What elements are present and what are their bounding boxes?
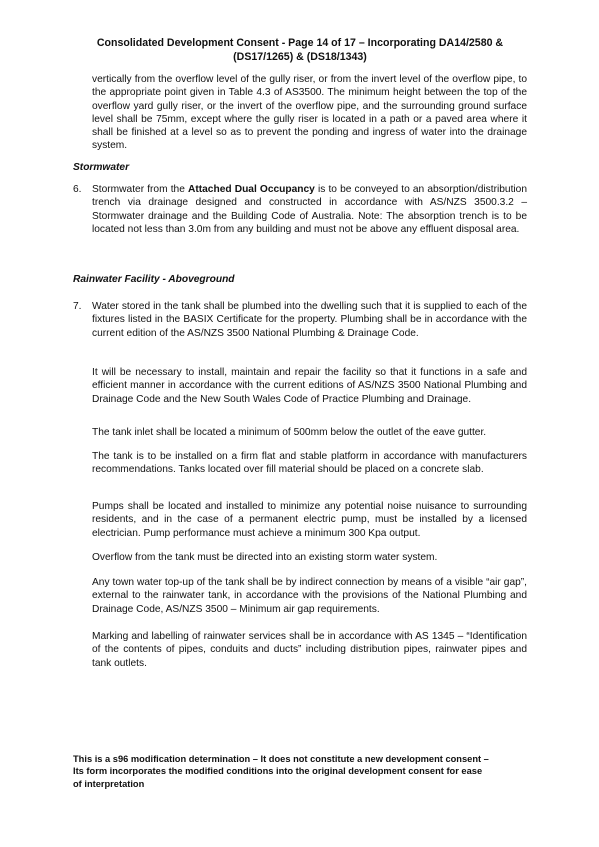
rainwater-paragraph: Overflow from the tank must be directed into an existing storm water system.	[92, 552, 438, 563]
condition-7	[73, 300, 527, 340]
condition-6-text	[92, 183, 527, 236]
footer-line-1: This is a s96 modification determination – It does not constitute a new development consent –	[73, 754, 489, 764]
footer-line-2: Its form incorporates the modified conditions into the original development consent for ease	[73, 766, 483, 777]
page-footer	[73, 753, 533, 790]
rainwater-heading: Rainwater Facility - Aboveground	[73, 274, 235, 285]
footer-line-3: of interpretation	[73, 778, 145, 789]
condition-number: 7.	[73, 301, 82, 312]
rainwater-paragraph: Marking and labelling of rainwater services shall be in accordance with AS 1345 – “Identification of the contents of pipes, conduits and ducts” including distribution pipes, rainwater pipes and tank outlets.	[92, 631, 527, 669]
rainwater-paragraph: Pumps shall be located and installed to minimize any potential noise nuisance to surrounding residents, and in the case of a permanent electric pump, must be installed by a licensed electrician. Pump performance must achieve a minimum 300 Kpa output.	[92, 501, 527, 539]
condition-6-text-start: Stormwater from the	[92, 184, 188, 195]
continuation-paragraph: vertically from the overflow level of the gully riser, or from the invert level of the overflow pipe, to the appropriate point given in Table 4.3 of AS3500. The minimum height between the top of the overflow yard gully riser, or the invert of the overflow pipe, and the surrounding ground surface level shall be 75mm, except where the gully riser is located in a path or a paved area where it shall be finished at a level so as to prevent the ponding and ingress of water into the drainage system.	[92, 74, 527, 152]
page-header	[70, 37, 530, 64]
header-line-1: Consolidated Development Consent - Page 14 of 17 – Incorporating DA14/2580 &	[96, 37, 504, 49]
rainwater-paragraph: It will be necessary to install, maintain and repair the facility so that it functions in a safe and efficient manner in accordance with the current editions of AS/NZS 3500 National Plumbing and Drainage Code and the New South Wales Code of Practice Plumbing and Drainage.	[92, 367, 527, 405]
stormwater-heading: Stormwater	[73, 162, 130, 173]
condition-6-bold-term: Attached Dual Occupancy	[188, 184, 315, 195]
rainwater-paragraph: The tank inlet shall be located a minimum of 500mm below the outlet of the eave gutter.	[92, 427, 487, 438]
condition-6-text-end: is to be conveyed to an absorption/distribution trench via drainage designed and constructed in accordance with AS/NZS 3500.3.2 – Stormwater drainage and the Building Code of Australia. Note: The absorption trench is to be located not less than 3.0m from any building and must not be above any effluent disposal area.	[92, 184, 528, 235]
rainwater-paragraph: The tank is to be installed on a firm flat and stable platform in accordance with manufacturers recommendations. Tanks located over fill material should be placed on a concrete slab.	[92, 451, 527, 476]
header-line-2: (DS17/1265) & (DS18/1343)	[233, 50, 367, 63]
rainwater-paragraph: Any town water top-up of the tank shall be by indirect connection by means of a visible “air gap”, external to the rainwater tank, in accordance with the provisions of the National Plumbing and Drainage Code, AS/NZS 3500 – Minimum air gap requirements.	[92, 577, 527, 615]
condition-6	[73, 183, 527, 236]
condition-number: 6.	[73, 184, 82, 195]
condition-7-text: Water stored in the tank shall be plumbed into the dwelling such that it is supplied to each of the fixtures listed in the BASIX Certificate for the property. Plumbing shall be in accordance with the current edition of the AS/NZS 3500 National Plumbing & Drainage Code.	[92, 301, 527, 339]
